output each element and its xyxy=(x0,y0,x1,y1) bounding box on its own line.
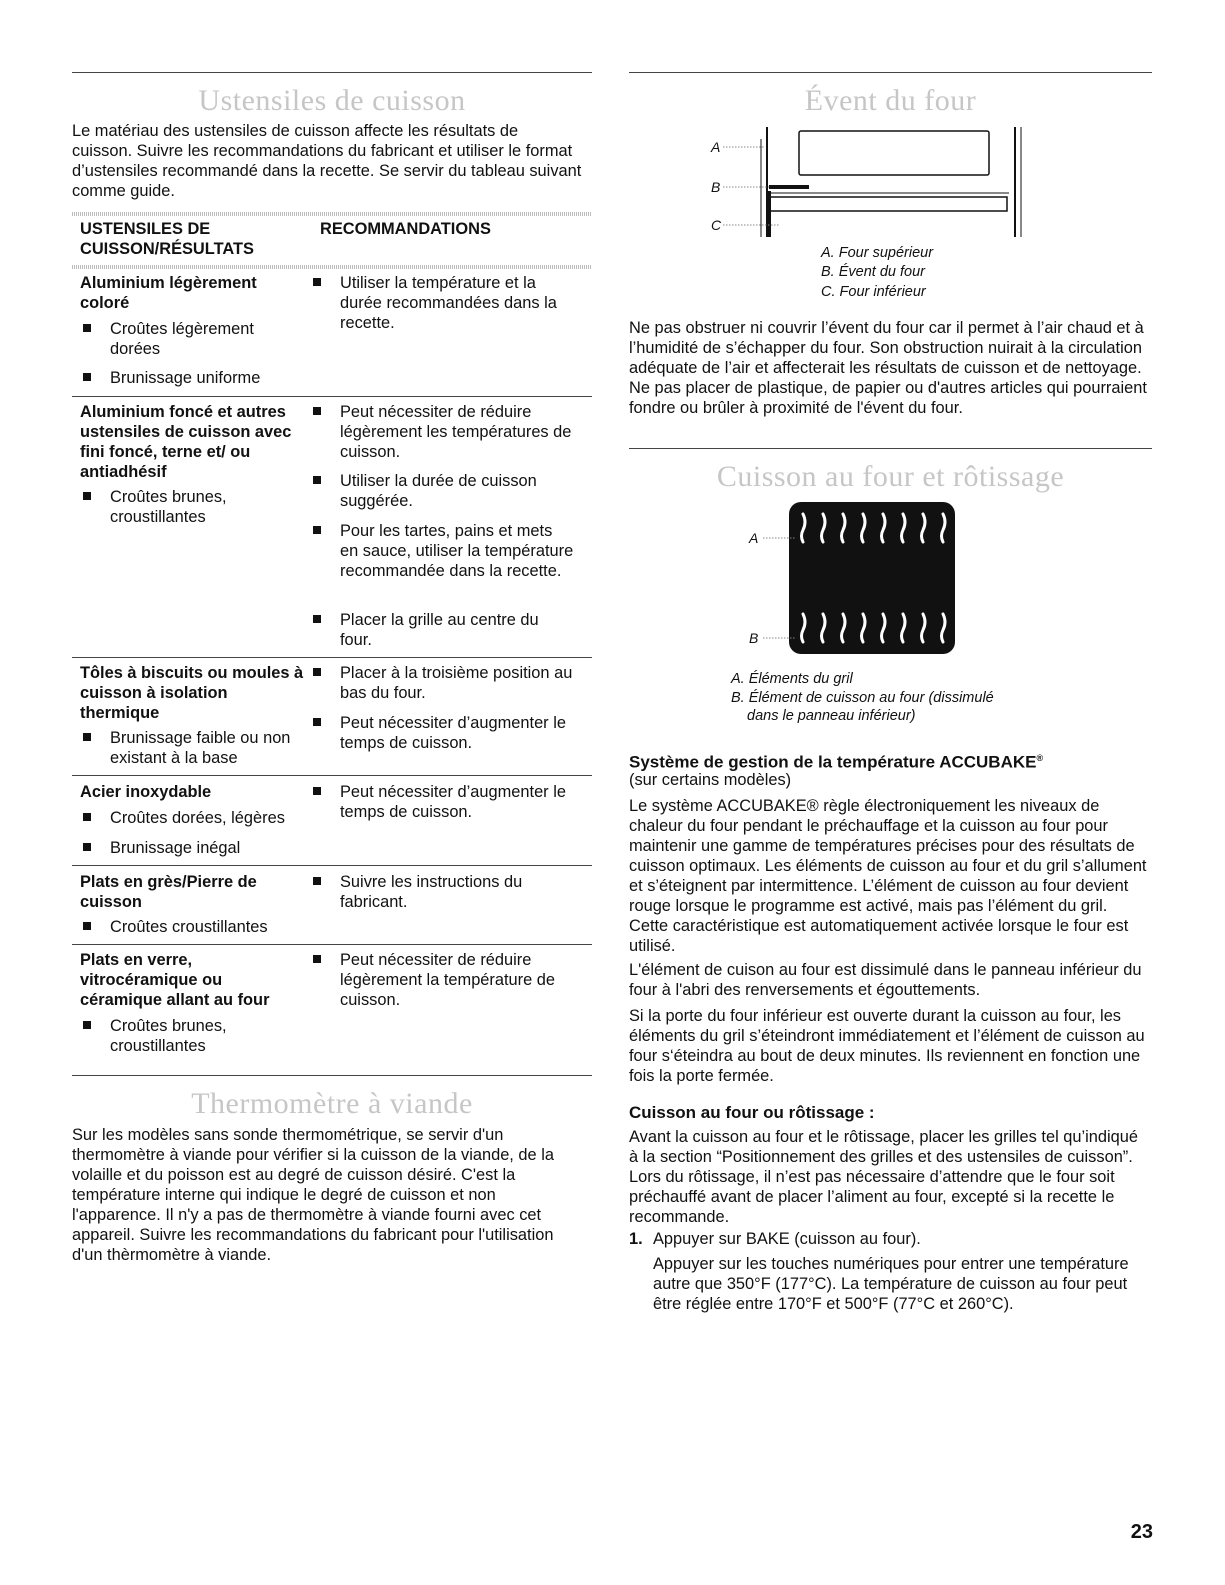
result-bullet: Croûtes croustillantes xyxy=(80,917,335,937)
diagram-label-a: A xyxy=(749,530,759,546)
section-title-thermometre: Thermomètre à viande xyxy=(191,1087,473,1120)
table-top-border xyxy=(72,212,592,216)
diagram-label-c: C xyxy=(711,217,722,233)
caption-four-superieur: A. Four supérieur xyxy=(821,245,934,261)
section-rule xyxy=(72,72,592,73)
table-header-recommandations: RECOMMANDATIONS xyxy=(320,220,491,238)
result-bullet: Croûtes brunes, croustillantes xyxy=(80,487,300,527)
caption-element-cuisson-cont: dans le panneau inférieur) xyxy=(747,708,916,724)
row-title: Acier inoxydable xyxy=(80,783,212,801)
step-body: Appuyer sur les touches numériques pour entrer une température autre que 350°F (177°C). La température de cuisson au four peut être réglée entre 170°F et 500°F (77°C et 260°C). xyxy=(653,1255,1129,1313)
accubake-heading: Système de gestion de la température ACCUBAKE® xyxy=(629,752,1044,772)
caption-event-du-four: B. Évent du four xyxy=(821,264,925,280)
rec-bullet: Placer la grille au centre du four. xyxy=(310,610,575,650)
row-divider xyxy=(72,775,592,776)
event-body: Ne pas obstruer ni couvrir l’évent du four car il permet à l’air chaud et à l’humidité de s’échapper du four. Son obstruction nuirait à la circulation adéquate de l’air et affecterait les résultats de cuisson et de nettoyage. Ne pas placer de plastique, de papier ou d'autres articles qui pourraient fondre ou brûler à proximité de l'évent du four. xyxy=(629,319,1147,417)
result-bullet: Croûtes dorées, légères xyxy=(80,808,335,828)
ustensiles-intro: Le matériau des ustensiles de cuisson affecte les résultats de cuisson. Suivre les recommandations du fabricant et utiliser le format d’ustensiles recommandé dans la recette. Se servir du tableau suivant comme guide. xyxy=(72,122,582,200)
porte-paragraph: Si la porte du four inférieur est ouverte durant la cuisson au four, les éléments du gril s’éteindront immédiatement et l’élément de cuisson au four s‘éteindra au bout de deux minutes. Ils reviennent en fonction une fois la porte fermée. xyxy=(629,1007,1145,1085)
result-bullet: Croûtes brunes, croustillantes xyxy=(80,1016,300,1056)
rec-bullet: Placer à la troisième position au bas du four. xyxy=(310,663,580,703)
diagram-label-b: B xyxy=(711,179,721,195)
accubake-subheading: (sur certains modèles) xyxy=(629,771,792,789)
section-rule xyxy=(629,448,1152,449)
row-title: Plats en grès/Pierre de cuisson xyxy=(80,873,257,911)
oven-elements-diagram xyxy=(747,500,967,660)
caption-four-inferieur: C. Four inférieur xyxy=(821,284,926,300)
row-divider xyxy=(72,865,592,866)
result-bullet: Brunissage uniforme xyxy=(80,368,320,388)
rec-bullet: Peut nécessiter d’augmenter le temps de cuisson. xyxy=(310,713,580,753)
result-bullet: Croûtes légèrement dorées xyxy=(80,319,300,359)
section-title-event: Évent du four xyxy=(804,84,977,117)
rec-bullet: Peut nécessiter de réduire légèrement la température de cuisson. xyxy=(310,950,580,1010)
caption-elements-gril: A. Éléments du gril xyxy=(731,671,853,687)
result-bullet: Brunissage inégal xyxy=(80,838,335,858)
table-header-ustensiles: USTENSILES DE CUISSON/RÉSULTATS xyxy=(80,220,254,258)
table-header-border xyxy=(72,265,592,269)
result-bullet: Brunissage faible ou non existant à la base xyxy=(80,728,325,768)
row-title: Aluminium foncé et autres ustensiles de cuisson avec fini foncé, terne et/ ou antiadhésif xyxy=(80,403,292,481)
row-title: Aluminium légèrement coloré xyxy=(80,274,257,312)
diagram-label-b: B xyxy=(749,630,759,646)
accubake-paragraph: Le système ACCUBAKE® règle électroniquement les niveaux de chaleur du four pendant le préchauffage et la cuisson au four pour maintenir une gamme de températures précises pour des résultats de cuisson optimaux. Les éléments de cuisson au four et du gril s’allument et s’éteignent par intermittence. L’élément de cuisson au four devient rouge lorsque le programme est activé, mais pas l’élément du gril. Cette caractéristique est automatiquement activée lorsque le four est utilisé. xyxy=(629,797,1147,955)
section-title-ustensiles: Ustensiles de cuisson xyxy=(198,84,466,117)
oven-vent-diagram xyxy=(709,125,1029,245)
step-number: 1. xyxy=(629,1230,643,1248)
step-title: Appuyer sur BAKE (cuisson au four). xyxy=(653,1230,921,1248)
rec-bullet: Peut nécessiter de réduire légèrement les températures de cuisson. xyxy=(310,402,575,462)
caption-element-cuisson: B. Élément de cuisson au four (dissimulé xyxy=(731,690,994,706)
row-divider xyxy=(72,396,592,397)
row-title: Tôles à biscuits ou moules à cuisson à isolation thermique xyxy=(80,664,304,722)
page-number: 23 xyxy=(1130,1521,1153,1543)
section-title-cuisson: Cuisson au four et rôtissage xyxy=(716,460,1065,493)
rec-bullet: Utiliser la durée de cuisson suggérée. xyxy=(310,471,575,511)
row-divider xyxy=(72,944,592,945)
row-divider xyxy=(72,657,592,658)
section-rule xyxy=(629,72,1152,73)
rotissage-heading: Cuisson au four ou rôtissage : xyxy=(629,1103,875,1122)
rec-bullet: Suivre les instructions du fabricant. xyxy=(310,872,575,912)
diagram-label-a: A xyxy=(711,139,721,155)
element-paragraph: L'élément de cuison au four est dissimulé dans le panneau inférieur du four à l'abri des renversements et égouttements. xyxy=(629,961,1142,999)
rotissage-paragraph: Avant la cuisson au four et le rôtissage, placer les grilles tel qu’indiqué à la section “Positionnement des grilles et des ustensiles de cuisson”. Lors du rôtissage, il n’est pas nécessaire d’attendre que le four soit préchauffé avant de placer l’aliment au four, excepté si la recette le recommande. xyxy=(629,1128,1139,1226)
thermometre-body: Sur les modèles sans sonde thermométrique, se servir d'un thermomètre à viande pour vérifier si la cuisson de la viande, de la volaille et du poisson est au degré de cuisson désiré. C'est la température interne qui indique le degré de cuisson et non l'apparence. Il n'y a pas de thermomètre à viande fourni avec cet appareil. Suivre les recommandations du fabricant pour l'utilisation d'un thèrmomètre à viande. xyxy=(72,1126,554,1264)
rec-bullet: Pour les tartes, pains et mets en sauce, utiliser la température recommandée dans la recette. xyxy=(310,521,575,581)
rec-bullet: Utiliser la température et la durée recommandées dans la recette. xyxy=(310,273,562,333)
rec-bullet: Peut nécessiter d’augmenter le temps de cuisson. xyxy=(310,782,580,822)
row-title: Plats en verre, vitrocéramique ou céramique allant au four xyxy=(80,951,270,1009)
section-rule xyxy=(72,1075,592,1076)
